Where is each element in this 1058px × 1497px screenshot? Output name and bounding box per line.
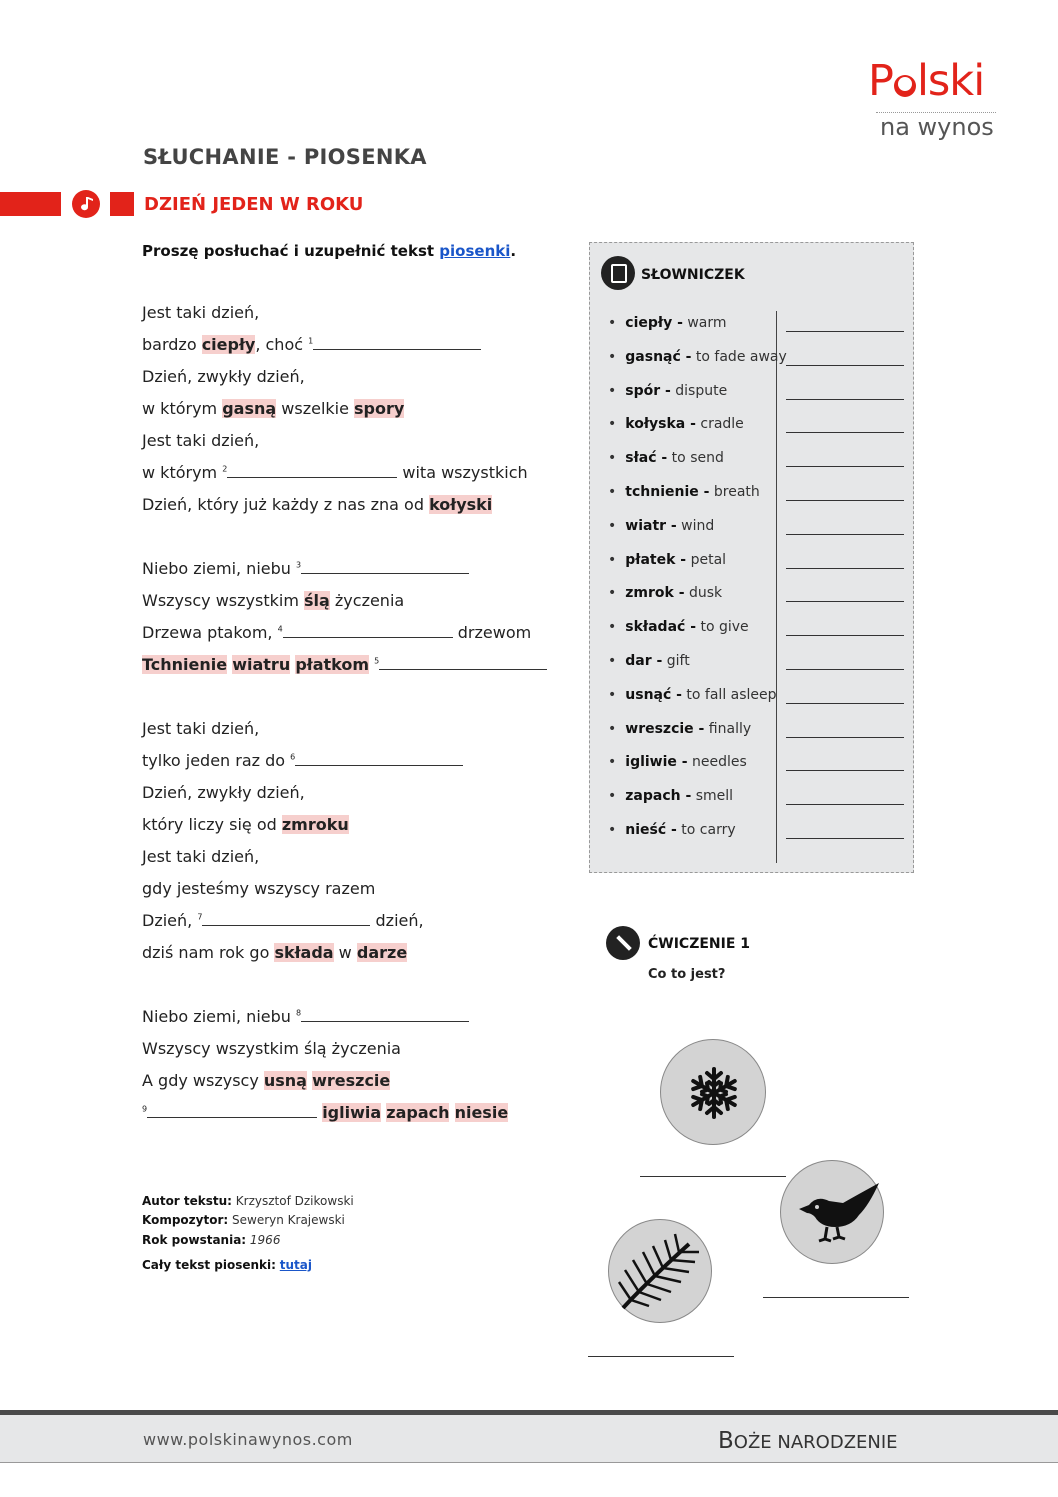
vocab-highlight: niesie — [454, 1103, 509, 1122]
lyric-line: Dzień, zwykły dzień, — [142, 367, 305, 386]
lyric-line — [142, 655, 547, 674]
gap-number: 2 — [222, 464, 228, 474]
vocab-highlight: wreszcie — [312, 1071, 391, 1090]
bullet: • — [608, 382, 617, 399]
credit-author: Autor tekstu: Krzysztof Dzikowski — [142, 1194, 354, 1208]
section-title: SŁUCHANIE - PIOSENKA — [143, 145, 427, 169]
footer-website[interactable]: www.polskinawynos.com — [143, 1430, 353, 1449]
snowflake-icon — [661, 1040, 767, 1146]
gap-number: 1 — [308, 336, 314, 346]
vocab-highlight: spory — [354, 399, 405, 418]
vocab-highlight: ciepły — [201, 335, 256, 354]
snowflake-picture — [660, 1039, 766, 1145]
logo-wordmark — [868, 58, 1002, 104]
glossary-answer-line[interactable] — [786, 770, 904, 771]
glossary-item: • tchnienie - breath — [608, 484, 760, 500]
lyric-line: tylko jeden raz do $^6$ — [142, 751, 463, 770]
gap-number: 5 — [374, 656, 380, 666]
lyric-line: Dzień, który już każdy z nas zna od kołyski — [142, 495, 493, 514]
footer-topic: BOŻE NARODZENIE — [718, 1428, 898, 1454]
glossary-answer-line[interactable] — [786, 399, 904, 400]
logo-text-end: lski — [916, 56, 985, 106]
glossary-answer-line[interactable] — [786, 635, 904, 636]
full-text-link[interactable]: tutaj — [279, 1258, 312, 1272]
bullet: • — [608, 720, 617, 737]
glossary-title: SŁOWNICZEK — [641, 267, 745, 283]
lyric-line — [142, 1103, 508, 1122]
bullet: • — [608, 348, 617, 365]
glossary-item: • składać - to give — [608, 619, 749, 636]
blank-field[interactable] — [147, 1103, 317, 1118]
gap-number: 6 — [290, 752, 296, 762]
vocab-highlight: kołyski — [429, 495, 493, 514]
glossary-item: • nieść - to carry — [608, 822, 736, 838]
credit-full-text: Cały tekst piosenki: tutaj — [142, 1258, 312, 1272]
lyric-line: dziś nam rok go składa w darze — [142, 943, 408, 962]
bullet: • — [608, 788, 617, 805]
exercise-title: ĆWICZENIE 1 — [648, 936, 751, 952]
lyric-line: który liczy się od zmroku — [142, 815, 349, 834]
glossary-item: • igliwie - needles — [608, 754, 747, 771]
lyric-line: w którym gasną wszelkie spory — [142, 399, 405, 418]
lyric-line: A gdy wszyscy usną wreszcie — [142, 1071, 391, 1090]
vocab-highlight: składa — [274, 943, 334, 962]
music-note-icon — [72, 190, 100, 218]
bullet: • — [608, 450, 617, 467]
glossary-item: • ciepły - warm — [608, 315, 727, 331]
pencil-icon — [606, 926, 640, 960]
vocab-highlight: usną — [263, 1071, 307, 1090]
credit-year: Rok powstania: 1966 — [142, 1233, 281, 1247]
bullet: • — [608, 754, 617, 771]
glossary-answer-line[interactable] — [786, 500, 904, 501]
gap-number: 9 — [142, 1104, 148, 1114]
vocab-highlight: wiatru — [232, 655, 291, 674]
lyric-line: Jest taki dzień, — [142, 847, 260, 866]
answer-line-2[interactable] — [763, 1297, 909, 1298]
pine-branch-picture — [608, 1219, 712, 1323]
vocab-highlight: zmroku — [281, 815, 349, 834]
glossary-answer-line[interactable] — [786, 804, 904, 805]
song-link[interactable]: piosenki — [439, 242, 511, 260]
bullet: • — [608, 484, 617, 500]
vocab-highlight: gasną — [222, 399, 277, 418]
lyric-line: w którym $^2$ wita wszystkich — [142, 463, 528, 482]
footer-bottom-border — [0, 1462, 1058, 1463]
blank-field[interactable] — [295, 751, 463, 766]
lyric-line: bardzo ciepły, choć $^1$ — [142, 335, 481, 354]
bullet: • — [608, 416, 617, 433]
vocab-highlight: płatkom — [295, 655, 370, 674]
logo-dot-icon — [894, 75, 916, 97]
lyric-line: Wszyscy wszystkim ślą życzenia — [142, 1039, 401, 1058]
lyric-line: Niebo ziemi, niebu $^8$ — [142, 1007, 469, 1026]
glossary-answer-line[interactable] — [786, 432, 904, 433]
vocab-highlight: zapach — [386, 1103, 450, 1122]
glossary-answer-line[interactable] — [786, 703, 904, 704]
bullet: • — [608, 585, 617, 602]
accent-bar — [0, 192, 61, 216]
bullet: • — [608, 619, 617, 636]
glossary-item: • zmrok - dusk — [608, 585, 723, 602]
answer-line-3[interactable] — [588, 1356, 734, 1357]
accent-block — [110, 192, 134, 216]
glossary-answer-line[interactable] — [786, 568, 904, 569]
bullet: • — [608, 653, 617, 669]
lyric-line: Jest taki dzień, — [142, 431, 260, 450]
bullet: • — [608, 551, 617, 568]
glossary-item: • zapach - smell — [608, 788, 734, 805]
gap-number: 8 — [296, 1008, 302, 1018]
blank-field[interactable] — [301, 559, 469, 574]
glossary-answer-line[interactable] — [786, 534, 904, 535]
glossary-answer-line[interactable] — [786, 331, 904, 332]
blank-field[interactable] — [313, 335, 481, 350]
lyric-line: Niebo ziemi, niebu $^3$ — [142, 559, 469, 578]
glossary-answer-line[interactable] — [786, 601, 904, 602]
glossary-answer-line[interactable] — [786, 365, 904, 366]
glossary-item: • płatek - petal — [608, 551, 727, 568]
glossary-answer-line[interactable] — [786, 737, 904, 738]
bullet: • — [608, 517, 617, 534]
pine-branch-icon — [609, 1220, 713, 1324]
blank-field[interactable] — [227, 463, 397, 478]
song-title: DZIEŃ JEDEN W ROKU — [144, 194, 364, 215]
bird-icon — [781, 1161, 885, 1265]
lyric-line: gdy jesteśmy wszyscy razem — [142, 879, 376, 898]
gap-number: 7 — [197, 912, 203, 922]
vocab-highlight: Tchnienie — [142, 655, 228, 674]
lyric-line: Dzień, $^7$ dzień, — [142, 911, 424, 930]
instruction-end: . — [510, 242, 517, 260]
bird-picture — [780, 1160, 884, 1264]
glossary-item: • słać - to send — [608, 450, 724, 467]
bullet: • — [608, 686, 617, 703]
vocab-highlight: igliwia — [322, 1103, 382, 1122]
glossary-answer-line[interactable] — [786, 838, 904, 839]
credit-composer: Kompozytor: Seweryn Krajewski — [142, 1213, 345, 1227]
glossary-item: • dar - gift — [608, 653, 690, 669]
logo-text-start: P — [868, 56, 893, 106]
brand-logo — [868, 58, 1002, 141]
glossary-item: • usnąć - to fall asleep — [608, 686, 777, 703]
gap-number: 3 — [296, 560, 302, 570]
glossary-divider — [776, 311, 777, 863]
gap-number: 4 — [277, 624, 283, 634]
dictionary-icon — [601, 256, 635, 290]
blank-field[interactable] — [283, 623, 453, 638]
instruction — [142, 242, 516, 260]
blank-field[interactable] — [202, 911, 370, 926]
lyric-line: Dzień, zwykły dzień, — [142, 783, 305, 802]
glossary-item: • kołyska - cradle — [608, 416, 744, 433]
glossary-item: • wiatr - wind — [608, 517, 715, 534]
lyric-line: Drzewa ptakom, $^4$ drzewom — [142, 623, 532, 642]
bullet: • — [608, 315, 617, 331]
lyric-line: Jest taki dzień, — [142, 303, 260, 322]
instruction-text: Proszę posłuchać i uzupełnić tekst — [142, 242, 440, 260]
glossary-answer-line[interactable] — [786, 669, 904, 670]
bullet: • — [608, 822, 617, 838]
glossary-answer-line[interactable] — [786, 466, 904, 467]
blank-field[interactable] — [301, 1007, 469, 1022]
vocab-highlight: darze — [356, 943, 408, 962]
glossary-item: • gasnąć - to fade away — [608, 348, 787, 365]
glossary-item: • wreszcie - finally — [608, 720, 752, 737]
blank-field[interactable] — [379, 655, 547, 670]
answer-line-1[interactable] — [640, 1176, 786, 1177]
glossary-item: • spór - dispute — [608, 382, 728, 399]
glossary-panel — [589, 242, 914, 873]
logo-tagline: na wynos — [880, 113, 994, 141]
lyric-line: Wszyscy wszystkim ślą życzenia — [142, 591, 405, 610]
exercise-question: Co to jest? — [648, 967, 726, 982]
vocab-highlight: ślą — [304, 591, 330, 610]
lyric-line: Jest taki dzień, — [142, 719, 260, 738]
